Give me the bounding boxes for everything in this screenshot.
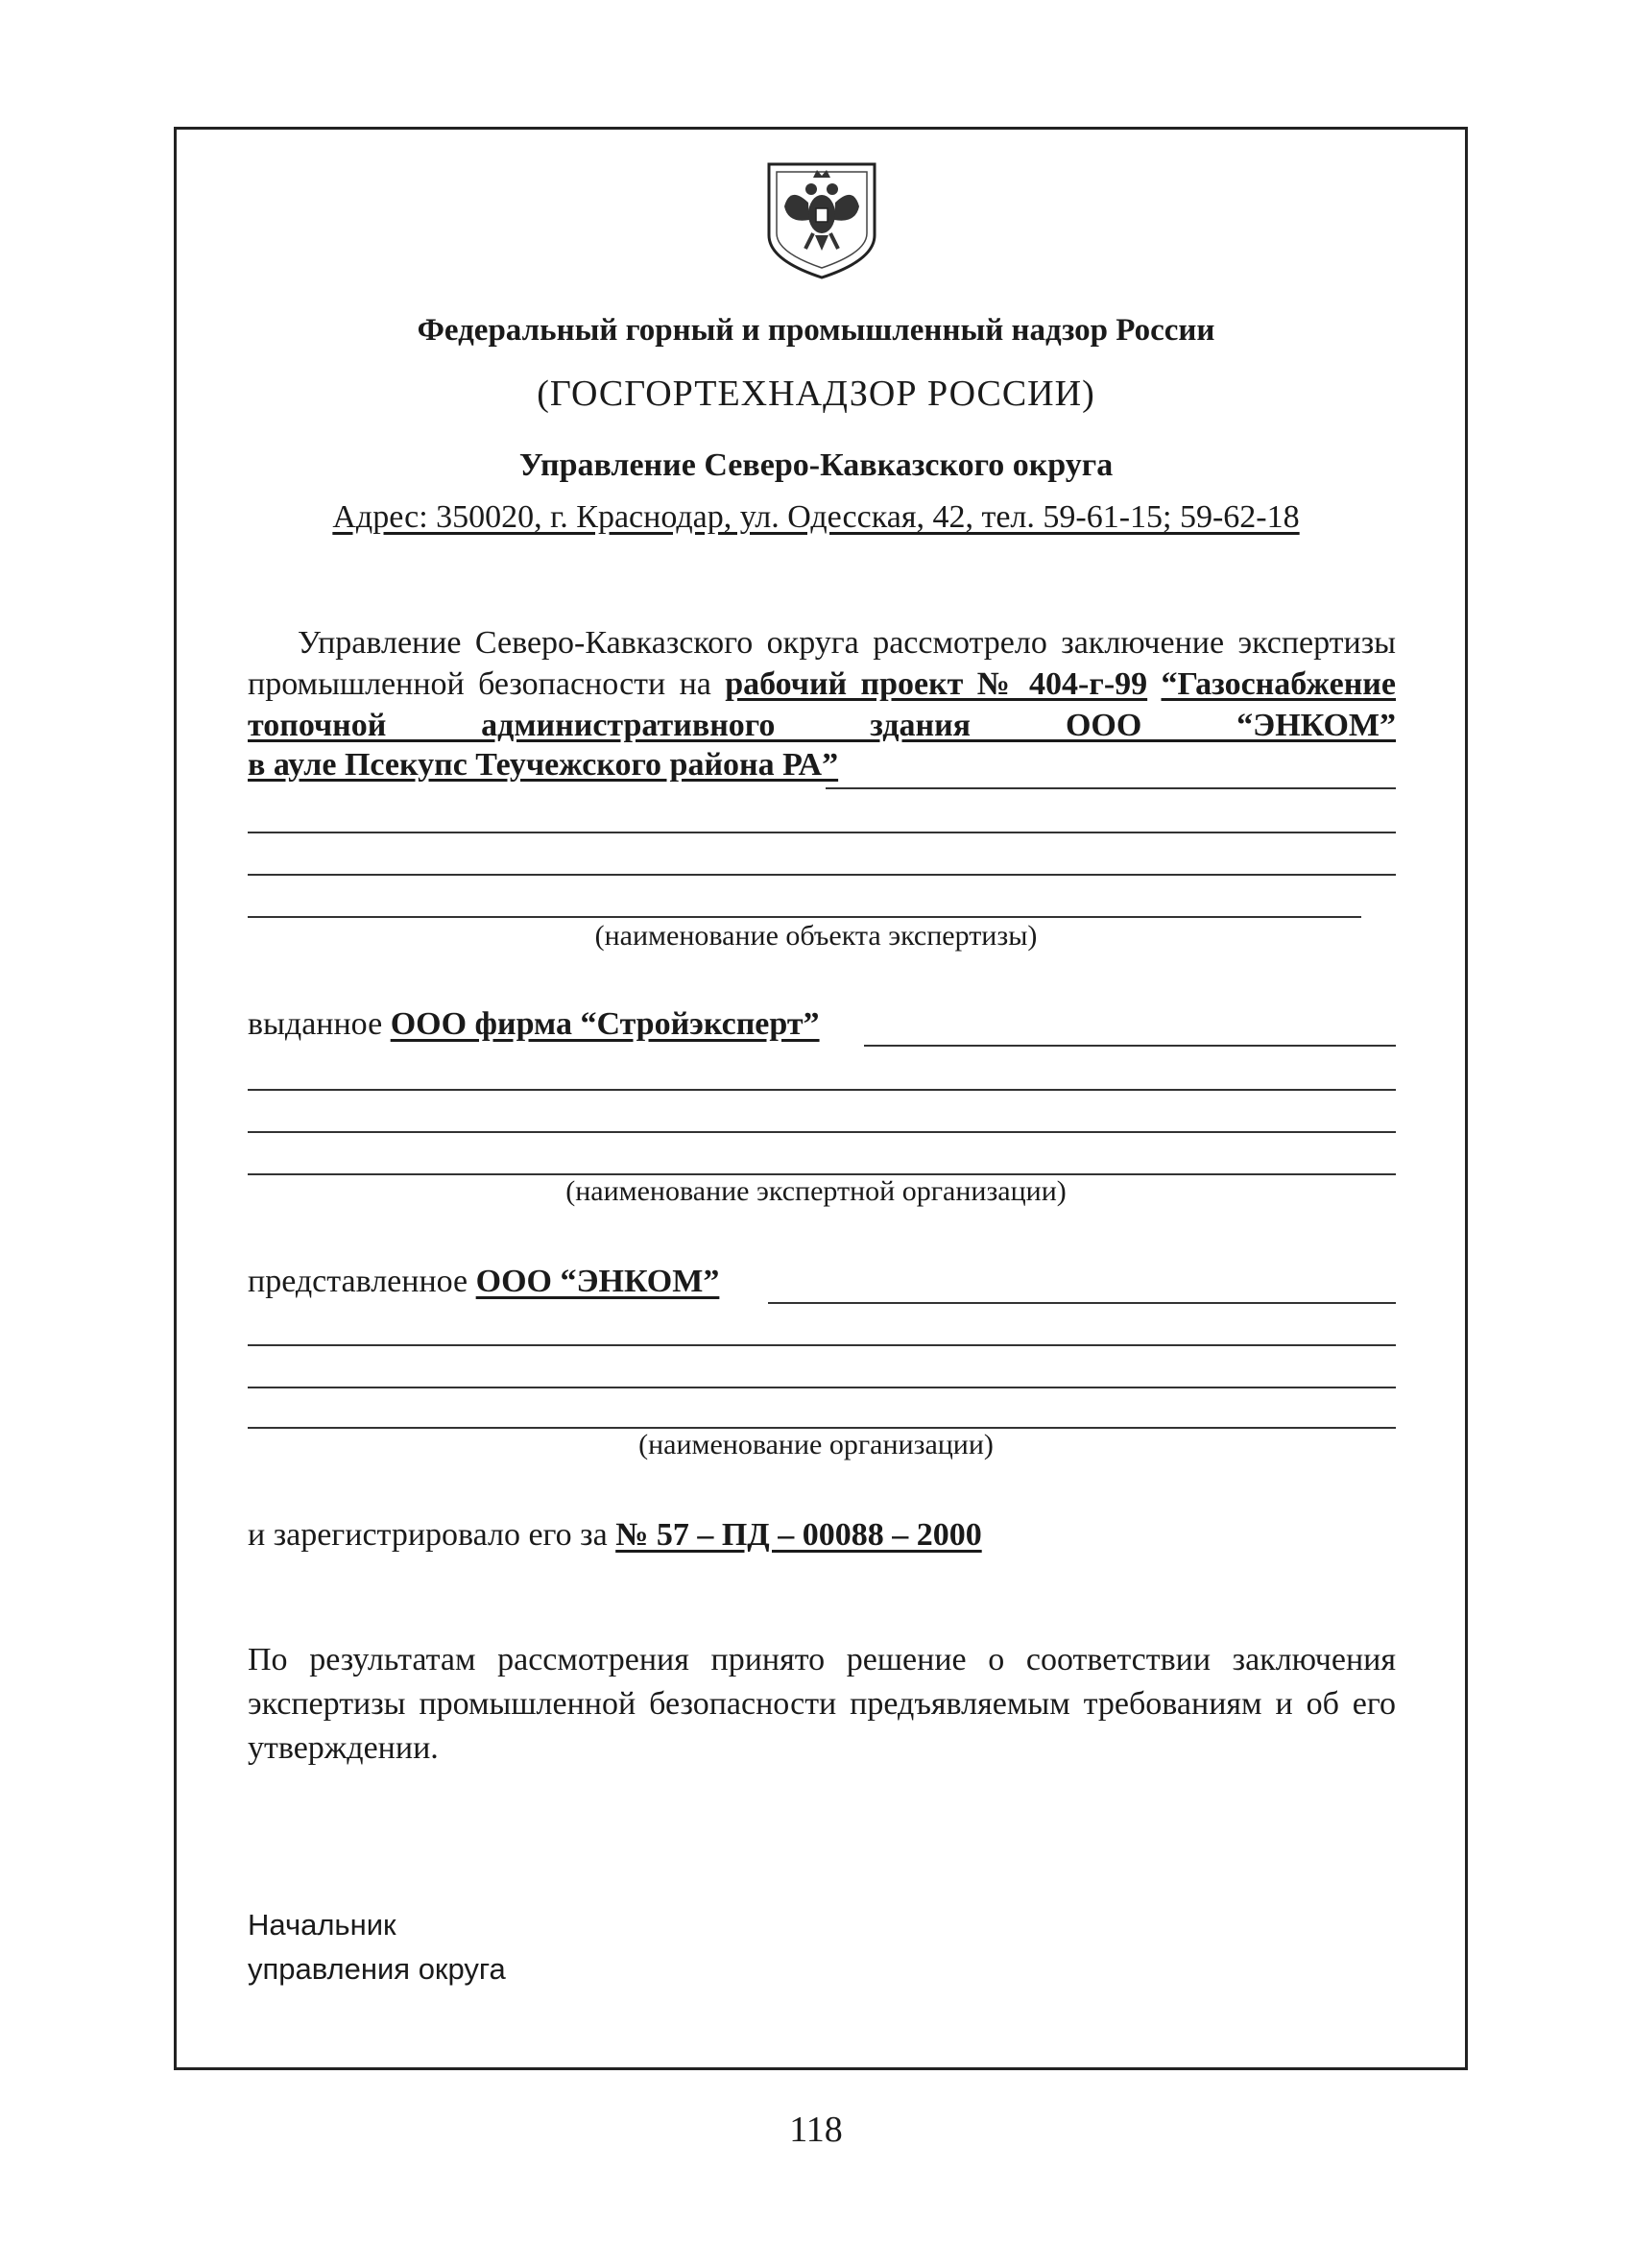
registration-number: № 57 – ПД – 00088 – 2000 [615,1517,982,1553]
address-text: Адрес: 350020, г. Краснодар, ул. Одесская, 42, тел. 59-61-15; 59-62-18 [332,499,1300,535]
object-location: в ауле Псекупс Теучежского района РА” [248,747,839,783]
presented-field [248,1264,719,1300]
fill-line [864,1045,1396,1047]
fill-line [248,874,1396,876]
organization-caption: (наименование организации) [638,1429,994,1460]
fill-line [248,1089,1396,1091]
fill-line [248,832,1396,833]
issued-label: выданное [248,1006,383,1042]
address-line [0,499,1632,536]
registration-label: и зарегистрировало его за [248,1517,608,1553]
page-number: 118 [789,2110,843,2150]
issued-field [248,1006,820,1043]
signature-department: управления округа [248,1952,506,1986]
agency-abbreviation: (ГОСГОРТЕХНАДЗОР РОССИИ) [537,374,1095,414]
issued-value: ООО фирма “Стройэксперт” [390,1006,820,1042]
object-caption: (наименование объекта экспертизы) [594,920,1038,952]
registration-field [248,1517,982,1554]
fill-line [248,1131,1396,1133]
signature-block [248,1903,506,1991]
coat-of-arms-emblem [756,157,888,281]
intro-paragraph [248,622,1396,746]
presented-label: представленное [248,1264,468,1299]
fill-line [248,1344,1396,1346]
fill-line [826,787,1396,789]
decision-paragraph: По результатам рассмотрения принято решение о соответствии заключения экспертизы промышленной безопасности предъявляемым требованиям и об его утверждении. [248,1642,1396,1766]
presented-value: ООО “ЭНКОМ” [475,1264,720,1299]
expert-caption: (наименование экспертной организации) [565,1175,1067,1207]
object-project-number: рабочий проект № 404-г-99 [725,666,1148,702]
fill-line [768,1302,1396,1304]
agency-name: Федеральный горный и промышленный надзор России [417,313,1215,348]
fill-line [248,1387,1396,1388]
document-frame [174,127,1468,2070]
intro-text: Управление Северо-Кавказского округа рассмотрело заключение экспертизы промышленной безопасности на [248,625,1396,702]
signature-title: Начальник [248,1908,396,1942]
fill-line [248,916,1361,918]
object-title: “Газоснабжение топочной административного здания ООО “ЭНКОМ” [248,666,1396,743]
division-name: Управление Северо-Кавказского округа [518,447,1114,483]
